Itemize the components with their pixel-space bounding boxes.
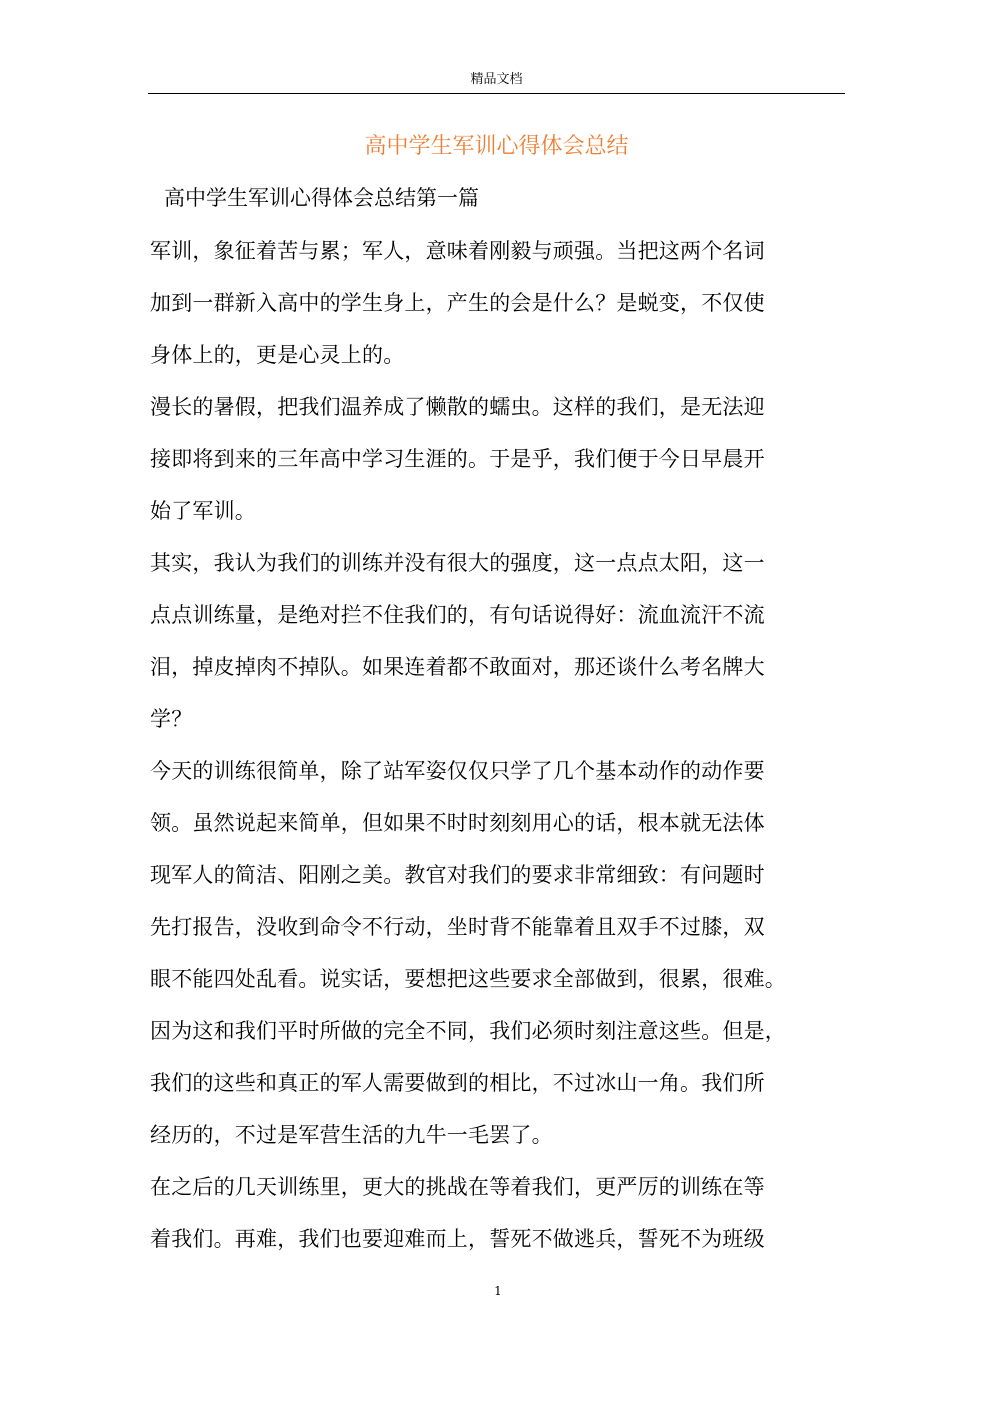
body-line: 我们的这些和真正的军人需要做到的相比，不过冰山一角。我们所 (150, 1071, 765, 1095)
document-title: 高中学生军训心得体会总结 (364, 134, 629, 159)
body-line: 现军人的简洁、阳刚之美。教官对我们的要求非常细致：有问题时 (150, 863, 765, 887)
body-line: 因为这和我们平时所做的完全不同，我们必须时刻注意这些。但是， (150, 1019, 786, 1043)
body-line: 身体上的，更是心灵上的。 (150, 343, 405, 367)
body-line: 先打报告，没收到命令不行动，坐时背不能靠着且双手不过膝，双 (150, 915, 765, 939)
body-line: 漫长的暑假，把我们温养成了懒散的蠕虫。这样的我们，是无法迎 (150, 395, 765, 419)
header-divider (148, 93, 845, 94)
body-line: 学？ (150, 707, 193, 731)
body-line: 接即将到来的三年高中学习生涯的。于是乎，我们便于今日早晨开 (150, 447, 765, 471)
body-line: 今天的训练很简单，除了站军姿仅仅只学了几个基本动作的动作要 (150, 759, 765, 783)
body-line: 点点训练量，是绝对拦不住我们的，有句话说得好：流血流汗不流 (150, 603, 765, 627)
body-line: 在之后的几天训练里，更大的挑战在等着我们，更严厉的训练在等 (150, 1175, 765, 1199)
body-line: 泪，掉皮掉肉不掉队。如果连着都不敢面对，那还谈什么考名牌大 (150, 655, 765, 679)
body-line: 眼不能四处乱看。说实话，要想把这些要求全部做到，很累，很难。 (150, 967, 786, 991)
body-line: 经历的，不过是军营生活的九牛一毛罢了。 (150, 1123, 553, 1147)
body-line: 加到一群新入高中的学生身上，产生的会是什么？是蜕变，不仅使 (150, 291, 765, 315)
body-line: 领。虽然说起来简单，但如果不时时刻刻用心的话，根本就无法体 (150, 811, 765, 835)
body-line: 军训，象征着苦与累；军人，意味着刚毅与顽强。当把这两个名词 (150, 239, 765, 263)
body-line: 其实，我认为我们的训练并没有很大的强度，这一点点太阳，这一 (150, 551, 765, 575)
section-heading: 高中学生军训心得体会总结第一篇 (164, 186, 479, 210)
body-line: 着我们。再难，我们也要迎难而上，誓死不做逃兵，誓死不为班级 (150, 1227, 765, 1251)
page-header: 精品文档 (470, 72, 523, 87)
page-number: 1 (494, 1284, 502, 1298)
body-line: 始了军训。 (150, 499, 256, 523)
